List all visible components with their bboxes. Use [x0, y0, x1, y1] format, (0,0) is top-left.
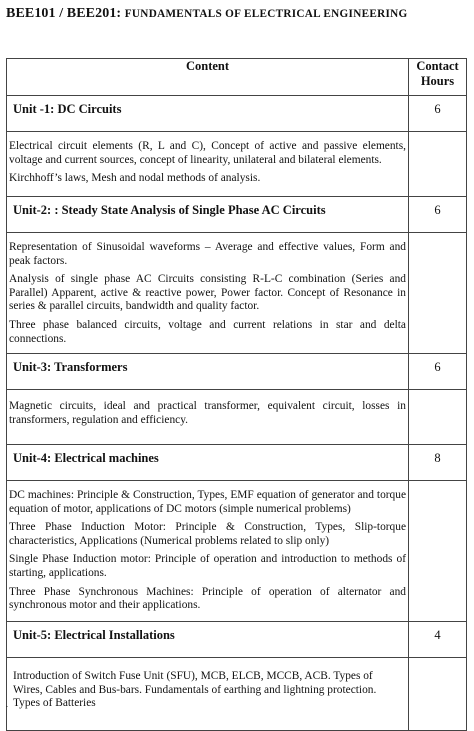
unit-1-paragraph: Kirchhoff’s laws, Mesh and nodal methods of analysis.	[9, 172, 261, 185]
unit-1-paragraph: Electrical circuit elements (R, L and C), Concept of active and passive elements, voltage and current sources, concept of linearity, unilateral and bilateral elements.	[9, 140, 406, 166]
unit-4-hours-spacer	[409, 481, 467, 622]
unit-3-hours-spacer	[409, 390, 467, 445]
unit-2-content-row	[7, 233, 467, 354]
unit-4-title: Unit-4: Electrical machines	[7, 445, 409, 481]
unit-4-paragraph: DC machines: Principle & Construction, Types, EMF equation of generator and torque equation of motor, applications of DC motors (simple numerical problems)	[9, 489, 406, 515]
unit-4-hours: 8	[409, 445, 467, 481]
unit-2-hours-spacer	[409, 233, 467, 354]
unit-5-content-row	[7, 658, 467, 731]
unit-2-hours: 6	[409, 197, 467, 233]
unit-4-paragraph: Three Phase Synchronous Machines: Principle of operation of alternator and synchronous motor and their applications.	[9, 585, 406, 612]
unit-3-title: Unit-3: Transformers	[7, 354, 409, 390]
unit-3-hours: 6	[409, 354, 467, 390]
unit-3-content	[7, 390, 409, 445]
unit-2-paragraph: Analysis of single phase AC Circuits consisting R-L-C combination (Series and Parallel) Apparent, active & reactive power, Power factor. Concept of Resonance in series & parallel circuits, bandwidth and quality factor.	[9, 273, 406, 313]
unit-4-content-row	[7, 481, 467, 622]
footer-mark: .	[6, 700, 8, 709]
unit-5-paragraph: Introduction of Switch Fuse Unit (SFU), MCB, ELCB, MCCB, ACB. Types of Wires, Cables and Bus-bars. Fundamentals of earthing and lightning protection. Types of Batteries	[13, 670, 377, 710]
unit-5-row	[7, 622, 467, 658]
unit-3-paragraph: Magnetic circuits, ideal and practical transformer, equivalent circuit, losses in transformers, regulation and efficiency.	[9, 400, 406, 426]
unit-4-paragraph: Single Phase Induction motor: Principle of operation and introduction to methods of starting, applications.	[9, 553, 406, 579]
table-header-row	[7, 59, 467, 96]
course-codes: BEE101 / BEE201:	[6, 6, 122, 21]
unit-4-paragraph: Three Phase Induction Motor: Principle & Construction, Types, Slip-torque characteristics, Applications (Numerical problems related to slip only)	[9, 521, 406, 547]
unit-3-content-row	[7, 390, 467, 445]
unit-5-hours-spacer	[409, 658, 467, 731]
unit-2-content	[7, 233, 409, 354]
unit-5-hours: 4	[409, 622, 467, 658]
unit-2-row	[7, 197, 467, 233]
syllabus-table	[6, 58, 467, 731]
unit-2-paragraph: Three phase balanced circuits, voltage and current relations in star and delta connections.	[9, 318, 406, 345]
header-content: Content	[7, 59, 409, 96]
unit-5-content	[7, 658, 409, 731]
header-contact-hours: Contact Hours	[409, 59, 467, 96]
unit-1-content-row	[7, 132, 467, 197]
unit-1-hours: 6	[409, 96, 467, 132]
unit-2-title: Unit-2: : Steady State Analysis of Single Phase AC Circuits	[7, 197, 409, 233]
unit-5-title: Unit-5: Electrical Installations	[7, 622, 409, 658]
unit-4-content	[7, 481, 409, 622]
unit-1-row	[7, 96, 467, 132]
unit-3-row	[7, 354, 467, 390]
unit-1-content	[7, 132, 409, 197]
unit-4-row	[7, 445, 467, 481]
unit-2-paragraph: Representation of Sinusoidal waveforms – Average and effective values, Form and peak factors.	[9, 241, 406, 267]
document-title	[6, 6, 468, 22]
course-name: FUNDAMENTALS OF ELECTRICAL ENGINEERING	[124, 8, 408, 20]
unit-1-title: Unit -1: DC Circuits	[7, 96, 409, 132]
unit-1-hours-spacer	[409, 132, 467, 197]
